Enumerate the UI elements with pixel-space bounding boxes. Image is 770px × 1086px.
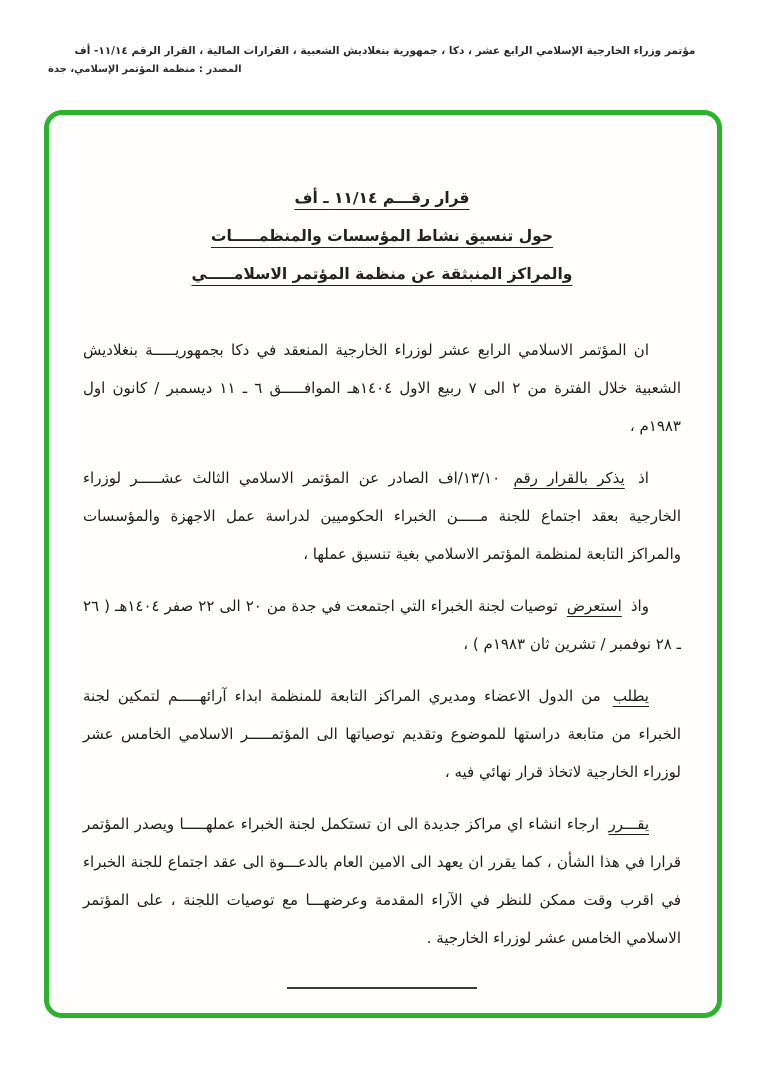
paragraph-text: ارجاء انشاء اي مراكز جديدة الى ان تستكمل لجنة الخبراء عملهـــــا ويصدر المؤتمر قرارا في هذا الشأن ، كما يقرر ان يعهد الى الامين العام بالدعـــوة الى عقد اجتماع للجنة الخبراء في اقرب وقت ممكن للنظر في الآراء المقدمة وعرضهـــا مع توصيات اللجنة ، على المؤتمر الاسلامي الخامس عشر لوزراء الخارجية .: [83, 815, 681, 947]
end-divider: [287, 987, 477, 989]
scanned-page-frame: [44, 110, 722, 1018]
paragraph-keyword-underlined: يذكر بالقرار رقم: [513, 469, 625, 487]
paragraph-keyword-underlined: استعرض: [566, 597, 622, 615]
citation-line: مؤتمر وزراء الخارجية الإسلامي الرابع عشر ، دكا ، جمهورية بنغلاديش الشعبية ، القرارات المالية ، القرار الرقم ١١/١٤- أف: [74, 45, 696, 57]
resolution-subject-line-2: والمراكز المنبثقة عن منظمة المؤتمر الاسلامـــــي: [191, 265, 573, 283]
paragraph-text: توصيات لجنة الخبراء التي اجتمعت في جدة من ٢٠ الى ٢٢ صفر ١٤٠٤هـ ( ٢٦ ـ ٢٨ نوفمبر / تشرين ثان ١٩٨٣م ) ،: [83, 597, 681, 653]
paragraph-operative-1: [83, 677, 681, 791]
paragraph-preamble-3: [83, 587, 681, 663]
paragraph-keyword-underlined: يطلب: [612, 687, 649, 705]
paragraph-keyword-underlined: يقـــرر: [608, 815, 649, 833]
paragraph-text: من الدول الاعضاء ومديري المراكز التابعة للمنظمة ابداء آرائهـــــم لتمكين لجنة الخبراء من متابعة دراستها للموضوع وتقديم توصياتها الى المؤتمـــــر الاسلامي الخامس عشر لوزراء الخارجية لاتخاذ قرار نهائي فيه ،: [83, 687, 681, 781]
paragraph-intro: واذ: [630, 597, 649, 615]
paragraph-text: ١٣/١٠/اف الصادر عن المؤتمر الاسلامي الثالث عشـــــر لوزراء الخارجية بعقد اجتماع للجنة مـــــن الخبراء الحكوميين لدراسة عمل الاجهزة والمؤسسات والمراكز التابعة لمنظمة المؤتمر الاسلامي بغية تنسيق عملها ،: [83, 469, 681, 563]
paragraph-intro: اذ: [638, 469, 649, 487]
resolution-title: [192, 179, 573, 293]
resolution-number-line: قرار رقـــم ١١/١٤ ـ أف: [294, 189, 470, 207]
paragraph-operative-2: [83, 805, 681, 957]
paragraph-preamble-1: [83, 331, 681, 445]
source-line: المصدر : منظمة المؤتمر الإسلامي، جدة: [48, 63, 242, 75]
paragraph-preamble-2: [83, 459, 681, 573]
paragraph-text: ان المؤتمر الاسلامي الرابع عشر لوزراء الخارجية المنعقد في دكا بجمهوريـــــة بنغلاديش الشعبية خلال الفترة من ٢ الى ٧ ربيع الاول ١٤٠٤هـ الموافـــــق ٦ ـ ١١ ديسمبر / كانون اول ١٩٨٣م ،: [83, 341, 681, 435]
citation-header: [0, 0, 770, 75]
resolution-body: [77, 331, 687, 957]
resolution-subject-line-1: حول تنسيق نشاط المؤسسات والمنظمـــــات: [210, 227, 554, 245]
